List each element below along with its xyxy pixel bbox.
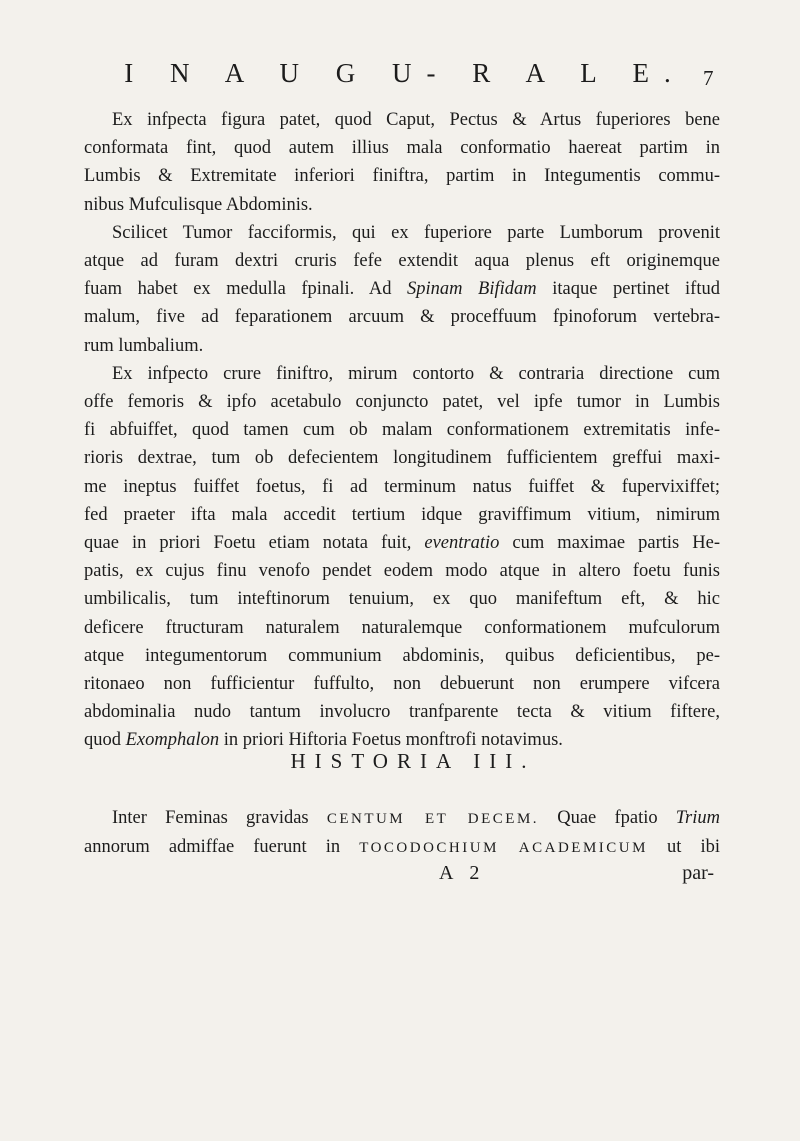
- italic-term: Spinam Bifidam: [407, 279, 537, 300]
- small-caps-run: TOCODOCHIUM ACADEMICUM: [359, 840, 648, 857]
- page-footer: [84, 862, 720, 894]
- text-line: malum, five ad feparationem arcuum & proceffuum fpinoforum vertebra-: [84, 307, 720, 328]
- text-run: itaque pertinet iftud: [536, 279, 720, 300]
- catchword: par-: [682, 862, 714, 884]
- text-line: Ex infpecta figura patet, quod Caput, Pectus & Artus fuperiores bene: [112, 110, 720, 130]
- text-run: Inter Feminas gravidas: [112, 808, 327, 828]
- text-line: fi abfuiffet, quod tamen cum ob malam conformationem extremitatis infe-: [84, 420, 720, 441]
- paragraph-2: [84, 219, 720, 360]
- text-line: patis, ex cujus finu venofo pendet eodem modo atque in altero foetu funis: [84, 561, 720, 582]
- text-line: rum lumbalium.: [84, 335, 204, 356]
- text-line: [84, 804, 720, 833]
- text-line: umbilicalis, tum inteftinorum tenuium, ex quo manifeftum eft, & hic: [84, 589, 720, 610]
- section-heading: HISTORIA III.: [290, 749, 536, 773]
- text-line: offe femoris & ipfo acetabulo conjuncto patet, vel ipfe tumor in Lumbis: [84, 392, 720, 413]
- text-line: me ineptus fuiffet foetus, fi ad terminum natus fuiffet & fupervixiffet;: [84, 476, 720, 497]
- text-line: Lumbis & Extremitate inferiori finiftra, partim in Integumentis commu-: [84, 166, 720, 187]
- text-line: conformata fint, quod autem illius mala conformatio haereat partim in: [84, 138, 720, 159]
- small-caps-run: CENTUM ET DECEM.: [326, 811, 540, 827]
- italic-term: Trium: [675, 808, 720, 828]
- text-line: deficere ftructuram naturalem naturalemque conformationem mufculorum: [84, 617, 720, 638]
- text-run: quae in priori Foetu etiam notata fuit,: [84, 533, 425, 554]
- text-run: ut ibi: [647, 837, 721, 858]
- text-line: Scilicet Tumor facciformis, qui ex fuperiore parte Lumborum provenit: [112, 222, 720, 243]
- text-line: atque integumentorum communium abdominis, quibus deficientibus, pe-: [84, 645, 720, 666]
- text-run: cum maximae partis He-: [499, 533, 720, 554]
- text-run: Quae fpatio: [539, 808, 676, 828]
- text-line: rioris dextrae, tum ob defecientem longitudinem fufficientem greffui maxi-: [84, 448, 720, 469]
- text-line: ritonaeo non fufficientur fuffulto, non debuerunt non erumpere vifcera: [84, 674, 720, 695]
- text-line: Ex infpecto crure finiftro, mirum contorto & contraria directione cum: [112, 363, 720, 384]
- page-number: 7: [703, 66, 714, 90]
- paragraph-3: [84, 360, 720, 755]
- body-text: [84, 106, 720, 755]
- text-line: [84, 275, 720, 303]
- text-line: [84, 529, 720, 557]
- running-head: I N A U G U- R A L E.: [124, 58, 686, 88]
- italic-term: Exomphalon: [125, 730, 220, 751]
- italic-term: eventratio: [424, 533, 500, 554]
- signature-mark: A 2: [439, 862, 486, 884]
- text-run: fuam habet ex medulla fpinali. Ad: [84, 279, 407, 300]
- text-line: nibus Mufculisque Abdominis.: [84, 194, 313, 215]
- text-line: atque ad furam dextri cruris fefe extendit aqua plenus eft originemque: [84, 251, 720, 272]
- paragraph-4: [84, 804, 720, 862]
- text-run: in priori Hiftoria Foetus monftrofi notavimus.: [219, 730, 563, 751]
- text-line: [84, 833, 720, 862]
- text-line: fed praeter ifta mala accedit tertium idque graviffimum vitium, nimirum: [84, 504, 720, 525]
- paragraph-1: [84, 106, 720, 219]
- text-run: annorum admiffae fuerunt in: [84, 837, 360, 858]
- text-run: quod: [84, 730, 126, 751]
- text-line: abdominalia nudo tantum involucro tranfparente tecta & vitium fiftere,: [84, 702, 720, 723]
